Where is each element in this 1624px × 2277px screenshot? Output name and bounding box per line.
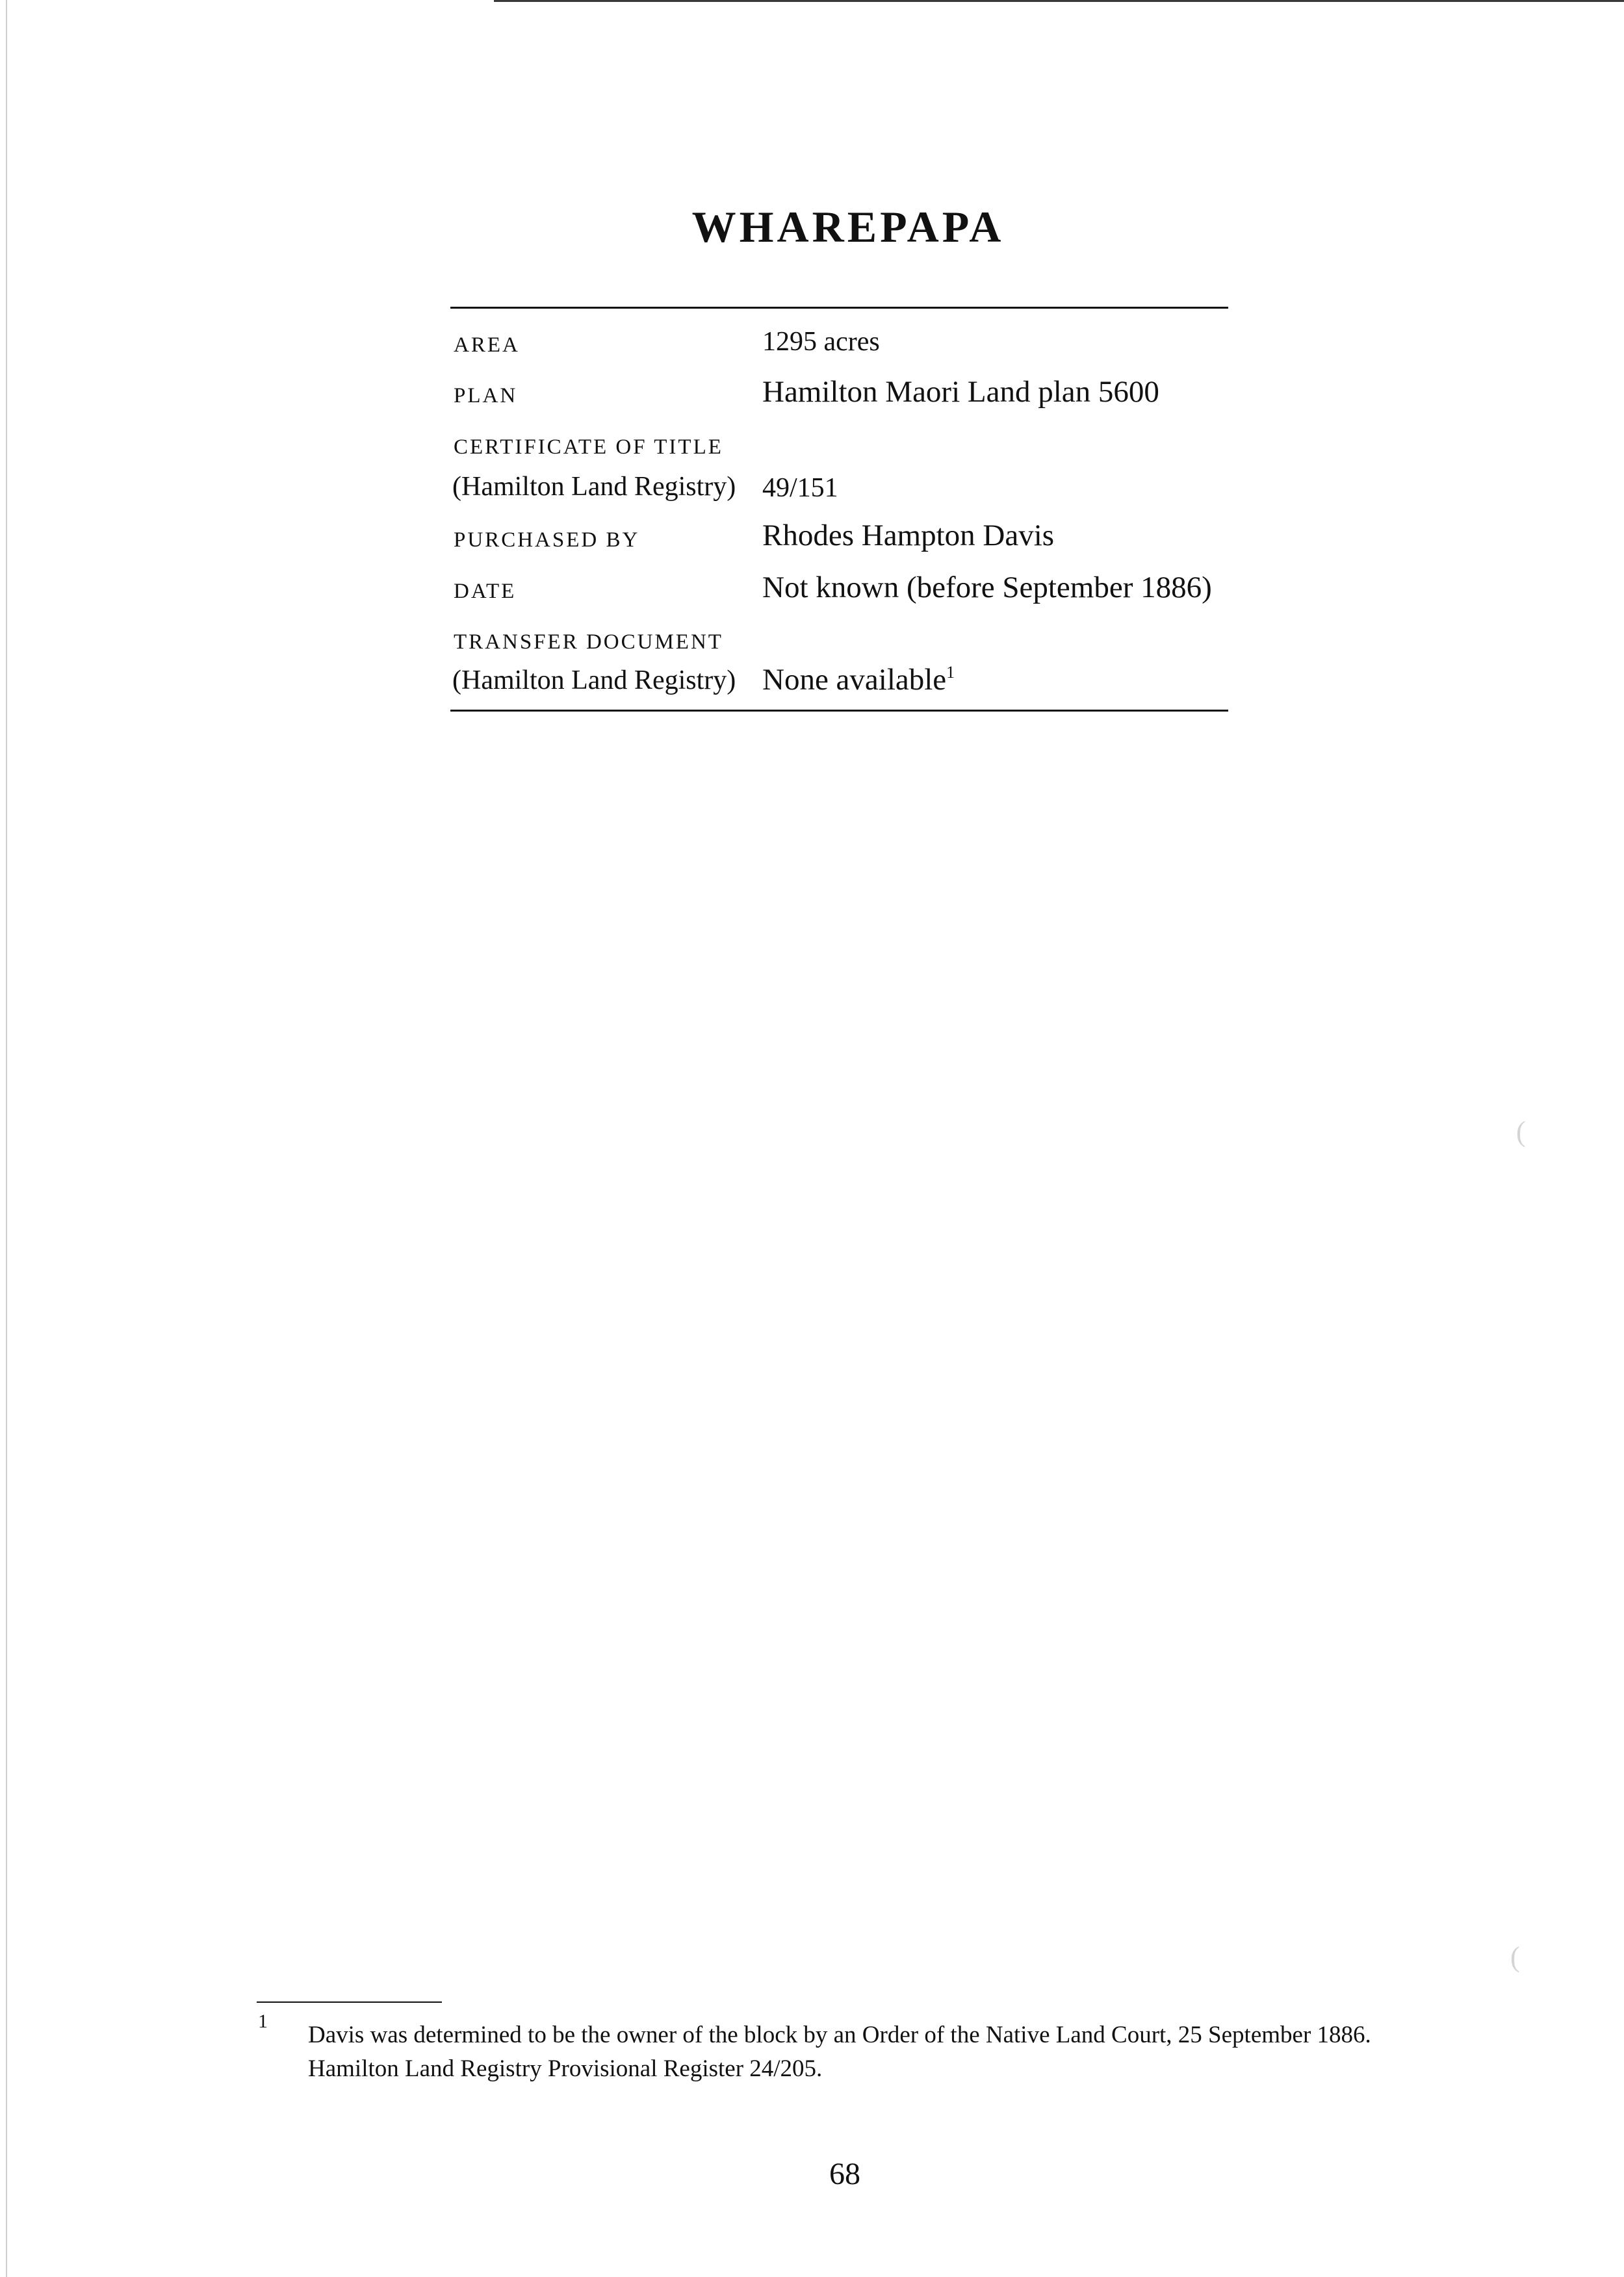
transfer-document-value-text: None available: [762, 663, 947, 697]
certificate-of-title-label: CERTIFICATE OF TITLE: [454, 435, 723, 459]
table-top-rule: [450, 307, 1228, 309]
purchased-by-label: PURCHASED BY: [454, 528, 640, 552]
page-title: WHAREPAPA: [691, 202, 1005, 251]
certificate-of-title-value: 49/151: [762, 473, 838, 503]
area-value: 1295 acres: [762, 327, 880, 357]
area-label: AREA: [454, 333, 520, 357]
scan-edge-left: [6, 0, 7, 2277]
plan-label: PLAN: [454, 384, 518, 407]
footnote-text: Davis was determined to be the owner of the block by an Order of the Native Land Court, 25 September 1886. Hamilton Land Registry Provisional Register 24/205.: [308, 2022, 1371, 2082]
scan-mark: (: [1510, 1941, 1520, 1973]
certificate-of-title-registry: (Hamilton Land Registry): [452, 472, 736, 502]
plan-value: Hamilton Maori Land plan 5600: [762, 375, 1159, 409]
transfer-document-value: [762, 665, 955, 695]
table-bottom-rule: [450, 710, 1228, 712]
footnote-separator: [257, 2001, 442, 2003]
page-number: 68: [829, 2157, 860, 2191]
footnote-marker: 1: [258, 2011, 268, 2032]
transfer-document-registry: (Hamilton Land Registry): [452, 665, 736, 695]
scan-edge-top: [494, 0, 1624, 2]
date-value: Not known (before September 1886): [762, 571, 1212, 604]
purchased-by-value: Rhodes Hampton Davis: [762, 519, 1055, 552]
scan-mark: (: [1516, 1116, 1526, 1148]
footnote-reference: 1: [946, 663, 955, 682]
date-label: DATE: [454, 580, 517, 603]
transfer-document-label: TRANSFER DOCUMENT: [454, 630, 723, 654]
